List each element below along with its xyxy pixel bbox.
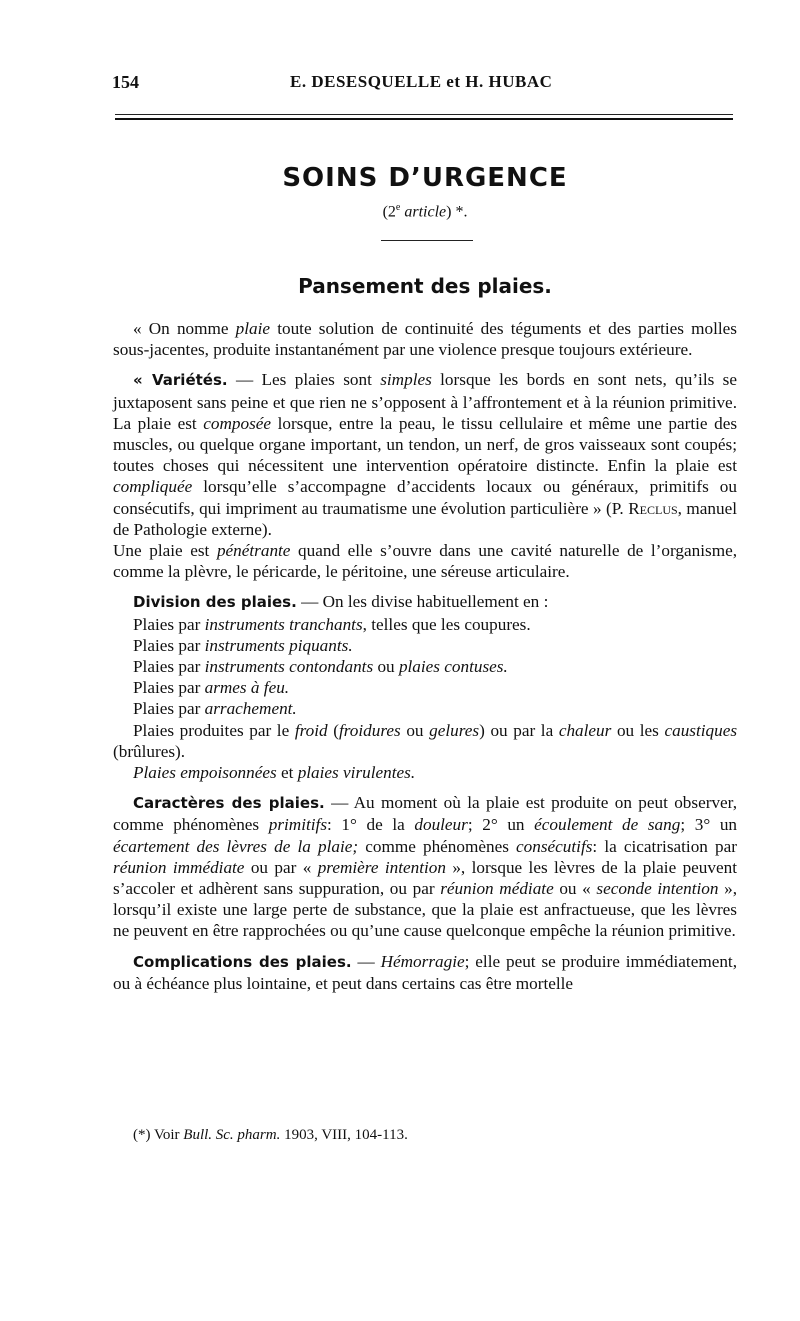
paragraph-penetrante: Une plaie est pénétrante quand elle s’ouvre dans une cavité naturelle de l’organisme, comme la plèvre, le péricarde, le péritoine, une séreuse articulaire.	[113, 541, 737, 582]
header-rule-thin	[115, 114, 733, 115]
paragraph-caracteres: Caractères des plaies. — Au moment où la plaie est produite on peut observer, comme phénomènes primitifs: 1° de la douleur; 2° un écoulement de sang; 3° un écartement des lèvres de la plaie; comme phénomènes consécutifs: la cicatrisation par réunion immédiate ou par « première intention », lorsque les lèvres de la plaie peuvent s’accoler et adhèrent sans suppuration, ou par réunion médiate ou « seconde intention », lorsqu’il existe une large perte de substance, que la plaie est anfractueuse, que les lèvres ne peuvent en être rapprochées ou qu’une cause quelconque empêche la réunion primitive.	[113, 793, 738, 941]
article-title: SOINS D’URGENCE	[282, 163, 568, 193]
list-item: Plaies par instruments contondants ou plaies contuses.	[133, 657, 508, 677]
list-item: Plaies produites par le froid (froidures ou gelures) ou par la chaleur ou les caustiques (brûlures).	[113, 720, 738, 761]
article-body	[113, 318, 737, 994]
title-divider	[381, 240, 473, 241]
article-subtitle: (2e article) *.	[382, 202, 468, 221]
section-heading: Pansement des plaies.	[298, 274, 552, 298]
paragraph-varietes: « Variétés. — Les plaies sont simples lorsque les bords en sont nets, qu’ils se juxtaposent sans peine et que rien ne s’opposent à l’affrontement et à la réunion primitive. La plaie est composée lorsque, entre la peau, le tissu cellulaire et même une partie des muscles, ou quelque organe important, un tendon, un nerf, de gros vaisseaux sont coupés; toutes choses qui nécessitent une intervention opératoire distincte. Enfin la plaie est compliquée lorsqu’elle s’accompagne d’accidents locaux ou généraux, primitifs ou consécutifs, qui impriment au traumatisme une évolution particulière » (P. Reclus, manuel de Pathologie externe).	[113, 370, 738, 539]
list-item: Plaies par instruments tranchants, telles que les coupures.	[133, 614, 531, 634]
division-list	[113, 614, 737, 784]
page-number: 154	[112, 72, 139, 92]
paragraph-division: Division des plaies. — On les divise habituellement en :	[133, 592, 549, 612]
footnote: (*) Voir Bull. Sc. pharm. 1903, VIII, 104-113.	[133, 1127, 408, 1143]
paragraph-definition: « On nomme plaie toute solution de continuité des téguments et des parties molles sous-jacentes, produite instantanément par une violence presque toujours extérieure.	[113, 319, 737, 360]
paragraph-complications: Complications des plaies. — Hémorragie; elle peut se produire immédiatement, ou à échéance plus lointaine, et peut dans certains cas être mortelle	[113, 951, 737, 993]
list-item: Plaies par instruments piquants.	[133, 635, 353, 655]
list-item: Plaies par arrachement.	[133, 699, 297, 719]
running-head	[0, 70, 800, 96]
list-item: Plaies empoisonnées et plaies virulentes.	[133, 763, 416, 783]
running-title: E. DESESQUELLE et H. HUBAC	[290, 72, 553, 91]
header-rule-thick	[115, 118, 733, 120]
list-item: Plaies par armes à feu.	[133, 678, 290, 698]
